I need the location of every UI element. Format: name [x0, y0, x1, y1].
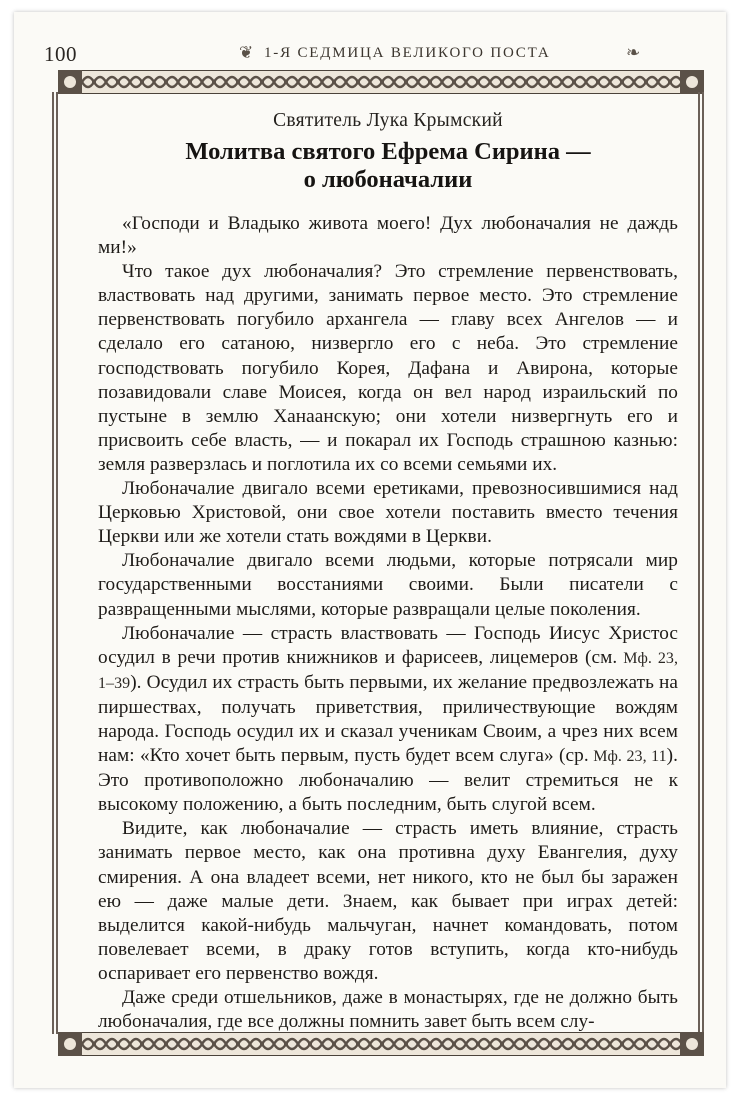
- page-number: 100: [44, 42, 77, 66]
- book-page: [14, 12, 726, 1088]
- knotwork-border-top-icon: [58, 70, 704, 94]
- paragraph-2: Что такое дух любоначалия? Это стремление первенствовать, властвовать над другими, занимать первое место. Это стремление первенствовать погубило архангела — главу всех Ангелов — и сделало его сатаною, низвергло его с неба. Это стремление господствовать погубило Корея, Дафана и Авирона, которые позавидовали славе Моисея, когда он вел народ израильский по пустыне в землю Ханаанскую; они хотели низвергнуть его и присвоить себе власть, — и покарал их Господь страшною казнью: земля разверзлась и поглотила их со всеми семьями их.: [98, 261, 678, 475]
- ornamental-band-bottom: [58, 1032, 704, 1056]
- paragraph-6: Видите, как любоначалие — страсть иметь влияние, страсть занимать первое место, как она противна духу Евангелия, духу смирения. А она владеет всеми, нет никого, кто не был бы заражен ею — даже малые дети. Знаем, как бывает при играх детей: выделится какой-нибудь мальчуган, начнет командовать, потом повелевает всеми, в драку готов вступить, когда кто-нибудь оспаривает его первенство вождя.: [98, 818, 678, 984]
- scripture-reference-2: Мф. 23, 11: [588, 748, 667, 766]
- scripture-reference-1: Мф. 23, 1–39: [98, 649, 679, 692]
- paragraph-3: Любоначалие двигало всеми еретиками, превозносившимися над Церковью Христовой, они свое хотели поставить вместо течения Церкви или же хотели стать вождями в Церкви.: [98, 478, 678, 548]
- running-head: [14, 12, 726, 72]
- ornamental-band-top: [58, 70, 704, 94]
- knotwork-border-bottom-icon: [58, 1032, 704, 1056]
- paragraph-5-text-a: Любоначалие — страсть властвовать — Господь Иисус Христос осудил в речи против книжников и фарисеев, лицемеров (см.: [98, 622, 678, 668]
- article: [98, 108, 678, 1034]
- paragraph-4: Любоначалие двигало всеми людьми, которые потрясали мир государственными восстаниями своими. Были писатели с развращенными мыслями, которые развращали целые поколения.: [98, 550, 678, 620]
- paragraph-5-text-c: ). Это противоположно любоначалию — велит стремиться не к высокому положению, а быть последним, быть слугой всем.: [98, 745, 678, 816]
- section-title: 1-Я СЕДМИЦА ВЕЛИКОГО ПОСТА: [264, 45, 551, 61]
- ornament-right-icon: ❧: [626, 43, 641, 62]
- paragraph-1: «Господи и Владыко живота моего! Дух любоначалия не даждь ми!»: [98, 213, 678, 259]
- article-title: [98, 138, 678, 194]
- ornament-left-icon: ❦: [239, 43, 254, 62]
- paragraph-5-text-b: ). Осудил их страсть быть первыми, их желание предвозлежать на пиршествах, получать приветствия, приличествующие вождям народа. Господь осудил их и сказал ученикам Своим, а чрез них всем нам: «Кто хочет быть первым, пусть будет всем слуга» (ср.: [98, 671, 678, 767]
- article-body: [98, 212, 678, 1034]
- article-title-line-2: о любоначалии: [303, 166, 473, 193]
- paragraph-5: [98, 622, 678, 818]
- article-author: Святитель Лука Крымский: [273, 110, 503, 131]
- paragraph-7: Даже среди отшельников, даже в монастырях, где не должно быть любоначалия, где все должны помнить завет быть всем слу-: [98, 987, 678, 1033]
- article-title-line-1: Молитва святого Ефрема Сирина —: [185, 138, 591, 165]
